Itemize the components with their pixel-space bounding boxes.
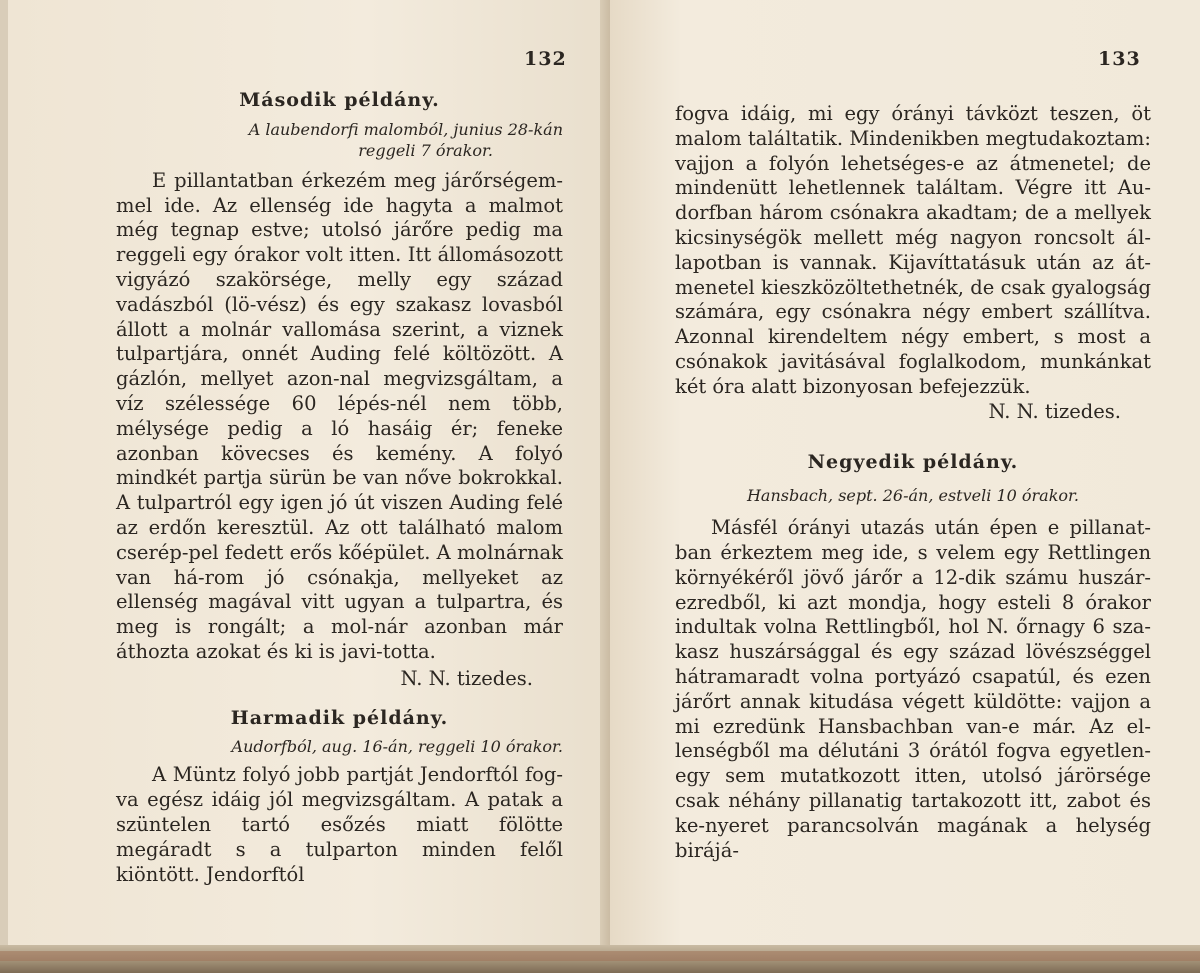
book-bottom-edge <box>0 945 1200 973</box>
right-page <box>610 0 1200 945</box>
place-line: reggeli 7 órakor. <box>358 140 493 160</box>
place-line: Hansbach, sept. 26-án, estveli 10 órakor. <box>746 486 1080 506</box>
section-heading: Második példány. <box>239 89 440 111</box>
place-line: A laubendorfi malomból, junius 28-kán <box>248 119 563 139</box>
right-page-text <box>675 102 1151 863</box>
left-page <box>8 0 608 945</box>
signature: N. N. tizedes. <box>400 666 533 690</box>
continuation-text: fogva idáig, mi egy órányi távközt teszen, öt malom találtatik. Mindenikben megtudakoztam: vajjon a folyón lehetséges-e az átmenetel; de mindenütt lehetlennek találtam. Végre itt Au-dorfban három csónakra akadtam; de a mellyek kicsinységök mellett még nagyon roncsolt ál-lapotban is vannak. Kijavíttatásuk után az át-menetel kieszközöltethetnék, de csak gyalogság számára, egy csónakra négy embert szállítva. Azonnal kirendeltem négy embert, s most a csónakok javitásával foglalkodom, munkánkat két óra alatt bizonyosan befejezzük. <box>675 102 1151 398</box>
section-heading: Harmadik példány. <box>230 706 449 729</box>
page-number: 133 <box>1098 48 1141 70</box>
section-heading: Negyedik példány. <box>807 451 1019 474</box>
place-line: Audorfból, aug. 16-án, reggeli 10 órakor. <box>231 737 563 757</box>
section-body: E pillantatban érkezém meg járőrségem-mel ide. Az ellenség ide hagyta a malmot még tegnap estve; utolsó járőre pedig ma reggeli egy órakor volt itten. Itt állomásozott vigyázó szakörsége, melly egy század vadászból (lö-vész) és egy szakasz lovasból állott a molnár vallomása szerint, a viznek tulpartjára, onnét Auding felé költözött. A gázlón, mellyet azon-nal megvizsgáltam, a víz szélessége 60 lépés-nél nem több, mélysége pedig a ló hasáig ér; feneke azonban kövecses és kemény. A folyó mindkét partja sürün be van nőve bokrokkal. A tulpartról egy igen jó út viszen Auding felé az erdőn keresztül. Az ott található malom cserép-pel fedett erős kőépület. A molnárnak van há-rom jó csónakja, mellyeket az ellenség magával vitt ugyan a tulpartra, és meg is rongált; a mol-nár azonban már áthozta azokat és ki is javi-totta. <box>116 168 563 663</box>
left-page-text <box>116 88 563 887</box>
section-body: A Müntz folyó jobb partját Jendorftól fog-va egész idáig jól megvizsgáltam. A patak a szüntelen tartó esőzés miatt fölötte megáradt s a tulparton minden felől kiöntött. Jendorftól <box>116 763 563 886</box>
page-number: 132 <box>524 48 567 70</box>
section-body: Másfél órányi utazás után épen e pillanat-ban érkeztem meg ide, s velem egy Rettlingen környékéről jövő járőr a 12-dik számu huszár-ezredből, ki azt mondja, hogy esteli 8 órakor indultak volna Rettlingből, hol N. őrnagy 6 sza-kasz huszársággal és egy század lövészséggel hátramaradt volna portyázó csapatúl, és ezen járőrt annak kitudása végett küldötte: vajjon a mi ezredünk Hansbachban van-e már. Az el-lenségből ma délutáni 3 órától fogva egyetlen-egy sem mutatkozott itten, utolsó járörsége csak néhány pillanatig tartakozott itt, zabot és ke-nyeret parancsolván magának a helység birájá- <box>675 516 1151 862</box>
signature: N. N. tizedes. <box>988 399 1121 423</box>
